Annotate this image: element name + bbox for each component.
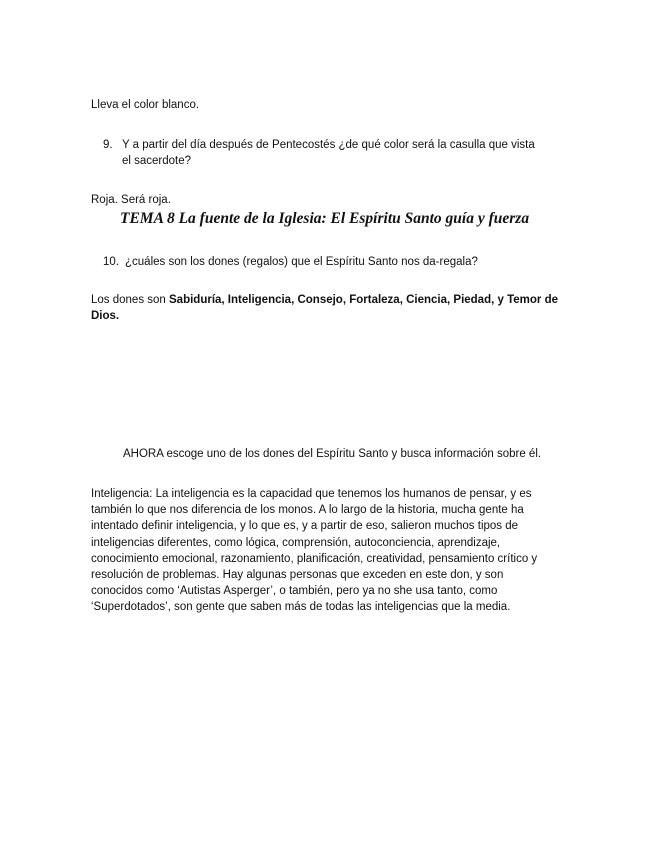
paragraph-line: también lo que nos diferencia de los monos. A lo largo de la historia, mucha gente ha — [91, 504, 524, 517]
question-9 — [103, 137, 553, 169]
question-10-number: 10. — [103, 256, 119, 268]
paragraph-line: intentado definir inteligencia, y lo que es, y a partir de eso, salieron muchos tipos de — [91, 520, 519, 533]
instruction-text: AHORA escoge uno de los dones del Espíritu Santo y busca información sobre él. — [123, 448, 542, 460]
paragraph-line: resolución de problemas. Hay algunas personas que exceden en este don, y son — [91, 569, 504, 582]
gifts-list: Sabiduría, Inteligencia, Consejo, Fortaleza, Ciencia, Piedad, y Temor de Dios. — [91, 294, 558, 322]
topic-heading: TEMA 8 La fuente de la Iglesia: El Espíritu Santo guía y fuerza — [120, 210, 530, 227]
answer-10-prefix: Los dones son — [91, 294, 170, 306]
paragraph-line: ‘Superdotados’, son gente que saben más de todas las inteligencias que la media. — [91, 601, 511, 614]
question-9-text-line-2: el sacerdote? — [122, 155, 192, 167]
paragraph-line: inteligencias diferentes, como lógica, comprensión, autoconciencia, aprendizaje, — [91, 536, 501, 549]
question-10 — [103, 254, 478, 270]
paragraph-line: conocimiento emocional, razonamiento, planificación, creatividad, pensamiento crítico y — [91, 552, 538, 565]
paragraph-line: conocidos como ‘Autistas Asperger’, o también, pero ya no she usa tanto, como — [91, 585, 498, 598]
question-10-text: ¿cuáles son los dones (regalos) que el Espíritu Santo nos da-regala? — [125, 256, 478, 268]
paragraph-line: Inteligencia: La inteligencia es la capacidad que tenemos los humanos de pensar, y es — [91, 488, 532, 500]
answer-9: Roja. Será roja. — [91, 194, 171, 206]
question-9-text-line-1: Y a partir del día después de Pentecostés ¿de qué color será la casulla que vista — [122, 139, 535, 151]
answer-10 — [91, 292, 561, 324]
answer-8: Lleva el color blanco. — [91, 99, 200, 111]
question-9-number: 9. — [103, 139, 113, 151]
intelligence-paragraph — [91, 486, 559, 616]
